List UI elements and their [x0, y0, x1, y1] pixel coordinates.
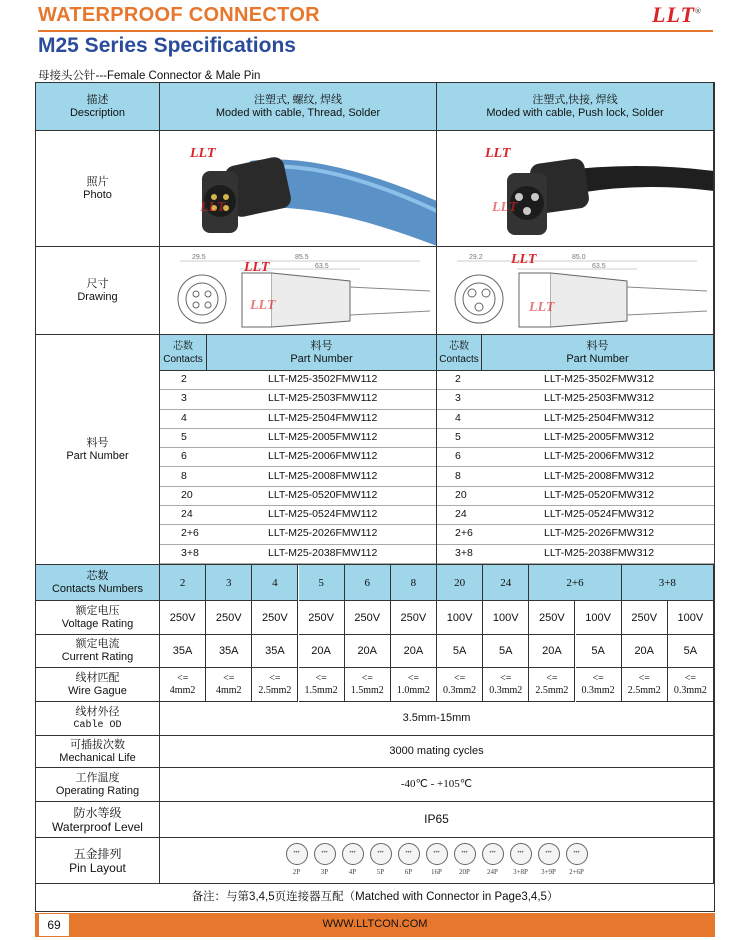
current-cell: 20A — [391, 635, 437, 668]
top-bar — [0, 0, 750, 32]
svg-text:63.5: 63.5 — [592, 263, 606, 270]
voltage-cell: 250V — [391, 601, 437, 635]
pn-contacts-left: 3 — [181, 392, 187, 405]
connector-image-pushlock — [437, 131, 714, 247]
pn-contacts-right: 8 — [455, 469, 461, 482]
connector-image-thread — [160, 131, 437, 247]
pin-layout-label-text: 20P — [459, 867, 470, 876]
photo-label: 照片 Photo — [36, 131, 160, 247]
pn-number-right: LLT-M25-2038FMW312 — [544, 546, 655, 559]
contacts-numbers-label: 芯数 Contacts Numbers — [36, 565, 160, 601]
pn-number-right: LLT-M25-2026FMW312 — [544, 527, 655, 540]
current-cell: 20A — [622, 635, 668, 668]
voltage-cell: 250V — [206, 601, 252, 635]
pin-face-icon: ••• — [454, 843, 476, 865]
current-cell: 5A — [576, 635, 622, 668]
waterproof-label: 防水等级 Waterproof Level — [36, 802, 160, 838]
current-cell: 20A — [345, 635, 391, 668]
drawing-thread — [160, 247, 437, 335]
pn-number-right: LLT-M25-2005FMW312 — [544, 430, 655, 443]
pn-number-right: LLT-M25-2503FMW312 — [544, 392, 655, 405]
svg-text:85.5: 85.5 — [295, 254, 309, 261]
svg-text:LLT: LLT — [200, 200, 226, 215]
pn-contacts-left: 3+8 — [181, 546, 199, 559]
pn-number-left: LLT-M25-2008FMW112 — [268, 469, 378, 482]
pn-row — [160, 429, 714, 448]
pn-contacts-right: 3+8 — [455, 546, 473, 559]
pin-layout-icon — [482, 843, 504, 879]
svg-text:LLT: LLT — [244, 260, 270, 275]
brand-logo: LLT® — [652, 2, 702, 27]
description-label: 描述 Description — [36, 83, 160, 131]
col2-header: 注塑式,快接, 焊线 Moded with cable, Push lock, Solder — [437, 83, 714, 131]
pn-contacts-right: 4 — [455, 411, 461, 424]
pn-contacts-right: 6 — [455, 450, 461, 463]
pn-contacts-right: 5 — [455, 430, 461, 443]
pin-layout-icon — [398, 843, 420, 879]
wire-cell: <= 1.5mm2 — [299, 668, 345, 702]
pn-row — [160, 410, 714, 429]
pn-contacts-left: 6 — [181, 450, 187, 463]
photo-pushlock-connector — [437, 131, 714, 247]
current-cell: 35A — [206, 635, 252, 668]
pn-contacts-left: 20 — [181, 488, 193, 501]
pin-face-icon: ••• — [426, 843, 448, 865]
pn-row — [160, 390, 714, 409]
pn-contacts-left: 4 — [181, 411, 187, 424]
svg-text:29.2: 29.2 — [469, 254, 483, 261]
cable-od-label: 线材外径 Cable OD — [36, 702, 160, 736]
pin-layout-label-text: 16P — [431, 867, 442, 876]
voltage-cell: 250V — [299, 601, 345, 635]
svg-text:LLT: LLT — [485, 146, 511, 161]
svg-text:WWW.SZLLT: WWW.SZLLT — [637, 150, 685, 159]
drawing-label: 尺寸 Drawing — [36, 247, 160, 335]
current-cell: 35A — [160, 635, 206, 668]
voltage-cell: 250V — [345, 601, 391, 635]
pin-layout-icon — [370, 843, 392, 879]
pn-number-right: LLT-M25-0520FMW312 — [544, 488, 655, 501]
contacts-number-cell: 8 — [391, 565, 437, 601]
contacts-number-cell: 3 — [206, 565, 252, 601]
current-cell: 5A — [668, 635, 714, 668]
subtitle: 母接头公针---Female Connector & Male Pin — [38, 70, 261, 82]
header-divider — [38, 30, 713, 32]
pin-layout-icon — [454, 843, 476, 879]
current-cell: 5A — [483, 635, 529, 668]
svg-text:63.5: 63.5 — [315, 263, 329, 270]
pn-row — [160, 371, 714, 390]
pn-contacts-right: 2+6 — [455, 527, 473, 540]
pin-layout-icon — [538, 843, 560, 879]
wire-cell: <= 2.5mm2 — [252, 668, 298, 702]
pn-number-left: LLT-M25-2503FMW112 — [268, 392, 378, 405]
pn-row — [160, 448, 714, 467]
pn-number-right: LLT-M25-0524FMW312 — [544, 508, 655, 521]
wire-cell: <= 0.3mm2 — [437, 668, 483, 702]
page-number: 69 — [38, 913, 70, 937]
current-cell: 20A — [299, 635, 345, 668]
voltage-cell: 250V — [160, 601, 206, 635]
wire-cell: <= 0.3mm2 — [576, 668, 622, 702]
pn-row — [160, 487, 714, 506]
contacts-number-cell: 20 — [437, 565, 483, 601]
pn-contacts-head-right: 芯数 Contacts — [437, 335, 482, 371]
pn-number-left: LLT-M25-2504FMW112 — [268, 411, 378, 424]
technical-drawing-thread — [160, 247, 437, 335]
voltage-label: 额定电压 Voltage Rating — [36, 601, 160, 635]
pn-number-left: LLT-M25-0524FMW112 — [268, 508, 378, 521]
pn-contacts-right: 20 — [455, 488, 467, 501]
mech-life-label: 可插拔次数 Mechanical Life — [36, 736, 160, 768]
note-row: 备注：与第3,4,5页连接器互配（Matched with Connector in Page3,4,5） — [36, 884, 714, 912]
pin-face-icon: ••• — [314, 843, 336, 865]
pn-row — [160, 506, 714, 525]
pin-layout-label-text: 24P — [487, 867, 498, 876]
pin-face-icon: ••• — [370, 843, 392, 865]
part-number-label: 料号 Part Number — [36, 335, 160, 565]
pin-layout-label-text: 2P — [292, 867, 301, 876]
wire-cell: <= 2.5mm2 — [622, 668, 668, 702]
pn-number-left: LLT-M25-2026FMW112 — [268, 527, 378, 540]
pin-layout-icon — [314, 843, 336, 879]
pn-number-left: LLT-M25-0520FMW112 — [268, 488, 378, 501]
pn-contacts-left: 5 — [181, 430, 187, 443]
voltage-cell: 100V — [437, 601, 483, 635]
mech-life-value: 3000 mating cycles — [160, 736, 714, 768]
pin-face-icon: ••• — [342, 843, 364, 865]
pn-number-left: LLT-M25-2038FMW112 — [268, 546, 378, 559]
pn-number-left: LLT-M25-2006FMW112 — [268, 450, 378, 463]
pin-face-icon: ••• — [398, 843, 420, 865]
pn-partnumber-head-right: 料号 Part Number — [482, 335, 714, 371]
pin-layout-icon — [342, 843, 364, 879]
wire-cell: <= 1.0mm2 — [391, 668, 437, 702]
pn-contacts-right: 2 — [455, 373, 461, 385]
contacts-number-cell: 4 — [252, 565, 298, 601]
wire-cell: <= 0.3mm2 — [668, 668, 714, 702]
pn-number-left: LLT-M25-2005FMW112 — [268, 430, 378, 443]
technical-drawing-pushlock — [437, 247, 714, 335]
pn-number-right: LLT-M25-2006FMW312 — [544, 450, 655, 463]
contacts-number-cell: 24 — [483, 565, 529, 601]
pin-layout-label-text: 2+6P — [569, 867, 584, 876]
pn-row — [160, 545, 714, 564]
contacts-number-cell: 3+8 — [622, 565, 714, 601]
pin-face-icon: ••• — [286, 843, 308, 865]
pn-number-right: LLT-M25-2008FMW312 — [544, 469, 655, 482]
pn-col-divider — [436, 371, 437, 565]
pin-layout-label-text: 4P — [348, 867, 357, 876]
pn-partnumber-head-left: 料号 Part Number — [207, 335, 437, 371]
footer-url[interactable]: WWW.LLTCON.COM — [322, 918, 428, 930]
temp-label: 工作温度 Operating Rating — [36, 768, 160, 802]
pin-layout-icon — [286, 843, 308, 879]
photo-thread-connector — [160, 131, 437, 247]
pin-layout-label-text: 3P — [320, 867, 329, 876]
cable-od-value: 3.5mm-15mm — [160, 702, 714, 736]
pin-layout-label-text: 6P — [404, 867, 413, 876]
pn-contacts-left: 8 — [181, 469, 187, 482]
pn-row — [160, 525, 714, 544]
svg-text:LLT: LLT — [511, 252, 537, 267]
current-cell: 5A — [437, 635, 483, 668]
svg-text:LLT: LLT — [190, 146, 216, 161]
pn-contacts-left: 24 — [181, 508, 193, 521]
col1-header: 注塑式, 螺纹, 焊线 Moded with cable, Thread, Solder — [160, 83, 437, 131]
pin-face-icon: ••• — [538, 843, 560, 865]
current-cell: 20A — [529, 635, 575, 668]
svg-text:LLT: LLT — [492, 200, 518, 215]
pin-layout-label-text: 3+8P — [513, 867, 528, 876]
wire-cell: <= 2.5mm2 — [529, 668, 575, 702]
pin-layout-label-text: 3+9P — [541, 867, 556, 876]
pin-layout-icon — [566, 843, 588, 879]
pin-face-icon: ••• — [482, 843, 504, 865]
wire-cell: <= 4mm2 — [160, 668, 206, 702]
brand-title: WATERPROOF CONNECTOR — [38, 4, 320, 26]
pin-layout-cell — [160, 838, 714, 884]
current-label: 额定电流 Current Rating — [36, 635, 160, 668]
svg-text:85.0: 85.0 — [572, 254, 586, 261]
waterproof-value: IP65 — [160, 802, 714, 838]
pn-number-right: LLT-M25-2504FMW312 — [544, 411, 655, 424]
pn-contacts-left: 2 — [181, 373, 187, 385]
pn-contacts-head-left: 芯数 Contacts — [160, 335, 207, 371]
voltage-cell: 100V — [576, 601, 622, 635]
pn-contacts-right: 24 — [455, 508, 467, 521]
voltage-cell: 100V — [668, 601, 714, 635]
voltage-cell: 100V — [483, 601, 529, 635]
pn-row — [160, 468, 714, 487]
voltage-cell: 250V — [622, 601, 668, 635]
wire-label: 线材匹配 Wire Gague — [36, 668, 160, 702]
current-cell: 35A — [252, 635, 298, 668]
svg-text:LLT: LLT — [529, 300, 555, 315]
pin-layout-label: 五金排列 Pin Layout — [36, 838, 160, 884]
drawing-pushlock — [437, 247, 714, 335]
pn-contacts-right: 3 — [455, 392, 461, 405]
pin-layout-label-text: 5P — [376, 867, 385, 876]
pn-number-right: LLT-M25-3502FMW312 — [544, 373, 655, 385]
temp-value: -40℃ - +105℃ — [160, 768, 714, 802]
pin-layout-icon — [510, 843, 532, 879]
series-title: M25 Series Specifications — [38, 34, 296, 57]
pin-layout-icons — [283, 843, 591, 879]
voltage-cell: 250V — [252, 601, 298, 635]
pn-contacts-left: 2+6 — [181, 527, 199, 540]
wire-cell: <= 1.5mm2 — [345, 668, 391, 702]
pin-face-icon: ••• — [566, 843, 588, 865]
contacts-number-cell: 6 — [345, 565, 391, 601]
svg-text:LLT: LLT — [250, 298, 276, 313]
pn-number-left: LLT-M25-3502FMW112 — [268, 373, 378, 385]
voltage-cell: 250V — [529, 601, 575, 635]
pin-layout-icon — [426, 843, 448, 879]
contacts-number-cell: 2 — [160, 565, 206, 601]
contacts-number-cell: 5 — [299, 565, 345, 601]
wire-cell: <= 0.3mm2 — [483, 668, 529, 702]
wire-cell: <= 4mm2 — [206, 668, 252, 702]
pin-face-icon: ••• — [510, 843, 532, 865]
contacts-number-cell: 2+6 — [529, 565, 621, 601]
svg-text:29.5: 29.5 — [192, 254, 206, 261]
